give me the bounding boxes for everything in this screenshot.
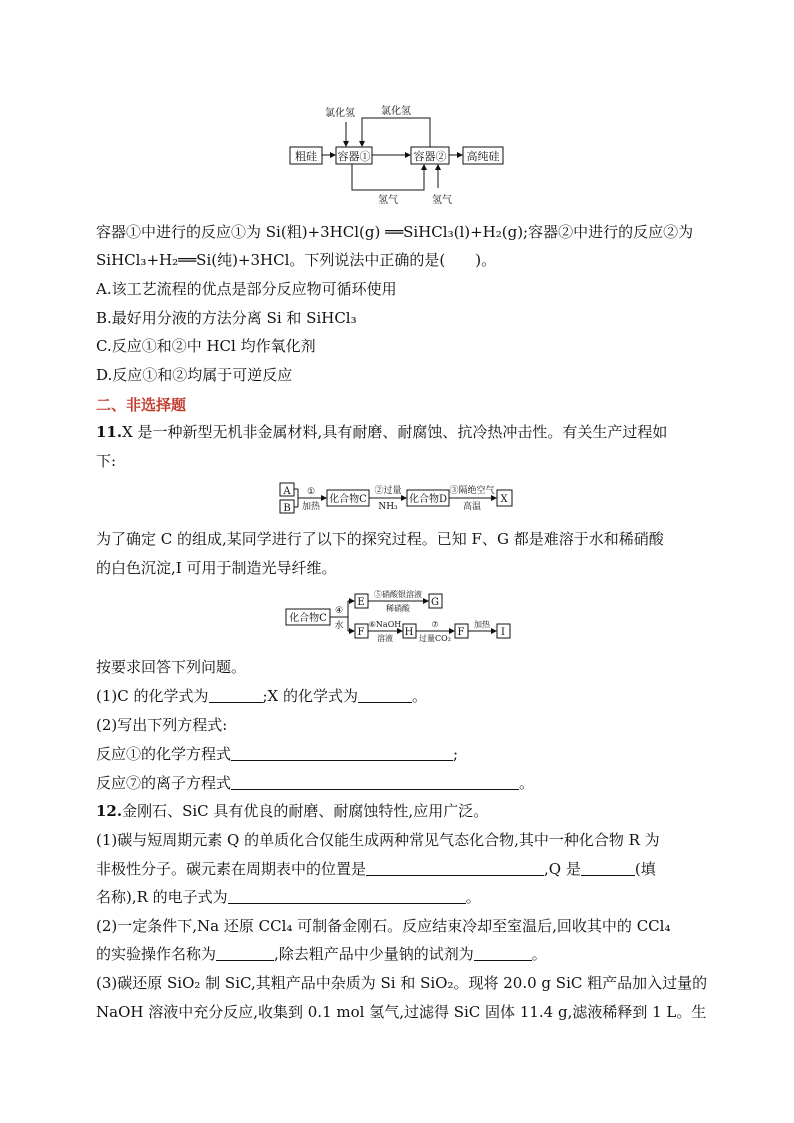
q12-number: 12. [96, 802, 123, 820]
step4-condition: 水 [334, 621, 344, 631]
product-h: H [404, 627, 414, 638]
q11-reaction7: 反应⑦的离子方程式 。 [96, 774, 535, 792]
product-g: G [431, 597, 439, 608]
q11-text-l1: X 是一种新型无机非金属材料,具有耐磨、耐腐蚀、抗冷热冲击性。有关生产过程如 [122, 423, 668, 441]
q12-line8: NaOH 溶液中充分反应,收集到 0.1 mol 氢气,过滤得 SiC 固体 11.4 g,滤液稀释到 1 L。生 [96, 1003, 707, 1021]
pure-si-label: 高纯硅 [466, 150, 500, 163]
q11-line3: 为了确定 C 的组成,某同学进行了以下的探究过程。已知 F、G 都是难溶于水和稀硝酸 [96, 530, 664, 548]
answer-blank-reaction7[interactable] [231, 775, 519, 790]
vessel1-label: 容器① [337, 150, 371, 163]
q10-option-b: B.最好用分液的方法分离 Si 和 SiHCl₃ [96, 309, 357, 327]
q12-line3: 非极性分子。碳元素在周期表中的位置是 ,Q 是 (填 [96, 860, 656, 878]
step5-condition: 稀硝酸 [386, 604, 410, 613]
compound-c-2: 化合物C [289, 613, 327, 624]
q10-option-a: A.该工艺流程的优点是部分反应物可循环使用 [96, 280, 397, 298]
q11-line1 [96, 422, 667, 442]
product-i: I [501, 627, 505, 638]
compound-c-analysis-diagram [284, 590, 514, 642]
product-f: F [357, 627, 365, 638]
step6-label: ⑥NaOH [368, 620, 402, 629]
answer-blank-reagent[interactable] [474, 946, 532, 961]
q10-option-c: C.反应①和②中 HCl 均作氧化剂 [96, 337, 316, 355]
answer-blank-period-position[interactable] [366, 861, 544, 876]
q11-part2: (2)写出下列方程式: [96, 716, 228, 734]
q12-line1: 12.金刚石、SiC 具有优良的耐磨、耐腐蚀特性,应用广泛。 [96, 802, 489, 820]
section-heading: 二、非选择题 [96, 396, 187, 414]
q10-stem-line1: 容器①中进行的反应①为 Si(粗)+3HCl(g) ══SiHCl₃(l)+H₂(g);容器②中进行的反应②为 [96, 223, 694, 241]
answer-blank-electron-formula[interactable] [228, 889, 466, 904]
crude-si-label: 粗硅 [295, 150, 317, 163]
q11-part1: (1)C 的化学式为 ;X 的化学式为 。 [96, 687, 428, 705]
step1-label: ① [306, 487, 316, 497]
q10-option-d: D.反应①和②均属于可逆反应 [96, 366, 293, 384]
purification-flow-diagram [280, 100, 520, 210]
compound-c: 化合物C [329, 494, 367, 505]
q11-line5: 按要求回答下列问题。 [96, 658, 247, 676]
answer-blank-operation[interactable] [216, 946, 274, 961]
q12-line6: 的实验操作名称为 ,除去粗产品中少量钠的试剂为 。 [96, 945, 547, 963]
h2-recycle-label: 氢气 [378, 195, 398, 206]
product-e: E [357, 597, 365, 608]
step8-label: 加热 [474, 620, 490, 629]
step1-condition: 加热 [301, 502, 321, 512]
answer-blank-x-formula[interactable] [358, 688, 412, 703]
q12-line2: (1)碳与短周期元素 Q 的单质化合仅能生成两种常见气态化合物,其中一种化合物 R 为 [96, 831, 660, 849]
reactant-b: B [283, 503, 291, 514]
step5-label: ⑤硝酸银溶液 [374, 590, 422, 599]
h2-input-label: 氢气 [432, 195, 452, 206]
vessel2-label: 容器② [413, 150, 447, 163]
compound-d: 化合物D [408, 494, 448, 505]
reactant-a: A [283, 486, 291, 497]
answer-blank-q-name[interactable] [581, 861, 635, 876]
product-f-2: F [457, 627, 465, 638]
answer-blank-reaction1[interactable] [231, 746, 453, 761]
q10-stem-line2: SiHCl₃+H₂══Si(纯)+3HCl。下列说法中正确的是( )。 [96, 251, 497, 269]
step3-label: ③隔绝空气 [449, 486, 495, 496]
step6-condition: 溶液 [377, 634, 393, 642]
q11-number: 11. [96, 423, 123, 441]
step7-label: ⑦ [431, 620, 439, 629]
step4-label: ④ [334, 606, 344, 616]
answer-blank-c-formula[interactable] [209, 688, 263, 703]
step2-label: ②过量 [374, 486, 402, 496]
q12-line7: (3)碳还原 SiO₂ 制 SiC,其粗产品中杂质为 Si 和 SiO₂。现将 20.0 g SiC 粗产品加入过量的 [96, 974, 708, 992]
q11-line4: 的白色沉淀,I 可用于制造光导纤维。 [96, 559, 337, 577]
step7-condition: 过量CO₂ [419, 634, 451, 642]
q12-line5: (2)一定条件下,Na 还原 CCl₄ 可制备金刚石。反应结束冷却至室温后,回收其中的 CCl₄ [96, 917, 671, 935]
q11-line2: 下: [96, 452, 117, 470]
hcl-recycle-label: 氯化氢 [381, 106, 411, 117]
x-production-diagram [278, 480, 518, 518]
q12-line4: 名称),R 的电子式为 。 [96, 888, 481, 906]
step2-condition: NH₃ [378, 502, 398, 512]
q11-reaction1: 反应①的化学方程式 ; [96, 745, 459, 763]
product-x: X [500, 494, 508, 505]
hcl-input-label: 氯化氢 [325, 108, 355, 119]
step3-condition: 高温 [462, 502, 482, 512]
